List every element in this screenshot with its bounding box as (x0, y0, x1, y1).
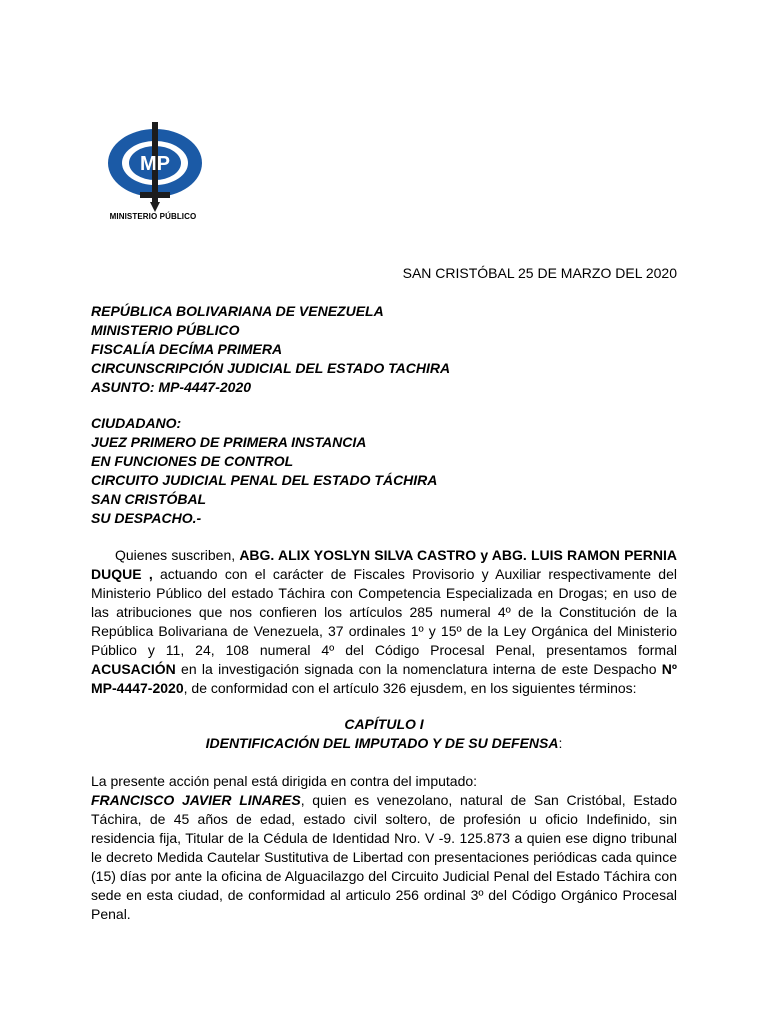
defendant-details: , quien es venezolano, natural de San Cristóbal, Estado Táchira, de 45 años de edad, estado civil soltero, de profesión u oficio Indefinido, sin residencia fija, Titular de la Cédula de Identidad Nro. V -9. 125.873 a quien ese digno tribunal le decreto Medida Cautelar Sustitutiva de Libertad con presentaciones periódicas cada quince (15) días por ante la oficina de Alguacilazgo del Circuito Judicial Penal del Estado Táchira con sede en esta ciudad, de conformidad al articulo 256 ordinal 3º del Código Orgánico Procesal Penal. (91, 792, 678, 922)
intro-text: Quienes suscriben, (115, 547, 240, 563)
addressee-line: EN FUNCIONES DE CONTROL (91, 453, 294, 469)
addressee-line: CIUDADANO: (91, 415, 182, 431)
logo-sword-guard (140, 192, 170, 198)
header-line: REPÚBLICA BOLIVARIANA DE VENEZUELA (91, 303, 384, 319)
addressee-block (91, 414, 437, 528)
chapter-heading (91, 715, 677, 753)
case-number: Nº MP-4447-2020 (91, 661, 677, 696)
addressee-line: CIRCUITO JUDICIAL PENAL DEL ESTADO TÁCHIRA (91, 472, 438, 488)
header-line: ASUNTO: MP-4447-2020 (91, 379, 252, 395)
intro-text: actuando con el carácter de Fiscales Provisorio y Auxiliar respectivamente del Ministerio Público del estado Táchira con Competencia Especializada en Drogas; en uso de las atribuciones que nos confieren los artículos 285 numeral 4º de la Constitución de la República Bolivariana de Venezuela, 37 ordinales 1º y 15º de la Ley Orgánica del Ministerio Público y 11, 24, 108 numeral 4º del Código Procesal Penal, presentamos formal (91, 566, 677, 658)
chapter-colon: : (558, 735, 563, 751)
header-line: MINISTERIO PÚBLICO (91, 322, 240, 338)
defendant-paragraph (91, 791, 677, 924)
logo-sword-tip (150, 202, 160, 212)
logo-caption: MINISTERIO PÚBLICO (109, 212, 197, 221)
addressee-line: JUEZ PRIMERO DE PRIMERA INSTANCIA (91, 434, 367, 450)
intro-text: en la investigación signada con la nomenclatura interna de este Despacho (175, 661, 662, 677)
header-block (91, 302, 450, 397)
body-intro-line: La presente acción penal está dirigida en contra del imputado: (91, 773, 478, 789)
acusacion-label: ACUSACIÓN (91, 661, 176, 677)
prosecutor-names: ABG. ALIX YOSLYN SILVA CASTRO y ABG. LUIS RAMON PERNIA DUQUE , (91, 547, 677, 582)
document-date: SAN CRISTÓBAL 25 DE MARZO DEL 2020 (402, 265, 677, 281)
header-line: FISCALÍA DECÍMA PRIMERA (91, 341, 283, 357)
logo-monogram: MP (140, 153, 170, 175)
defendant-name: FRANCISCO JAVIER LINARES (91, 792, 301, 808)
chapter-title: CAPÍTULO I (344, 716, 424, 732)
intro-paragraph (91, 546, 677, 698)
addressee-line: SU DESPACHO.- (91, 510, 202, 526)
intro-text: , de conformidad con el artículo 326 ejusdem, en los siguientes términos: (183, 680, 637, 696)
chapter-subtitle: IDENTIFICACIÓN DEL IMPUTADO Y DE SU DEFENSA (205, 735, 559, 751)
addressee-line: SAN CRISTÓBAL (91, 491, 207, 507)
header-line: CIRCUNSCRIPCIÓN JUDICIAL DEL ESTADO TACHIRA (91, 360, 451, 376)
